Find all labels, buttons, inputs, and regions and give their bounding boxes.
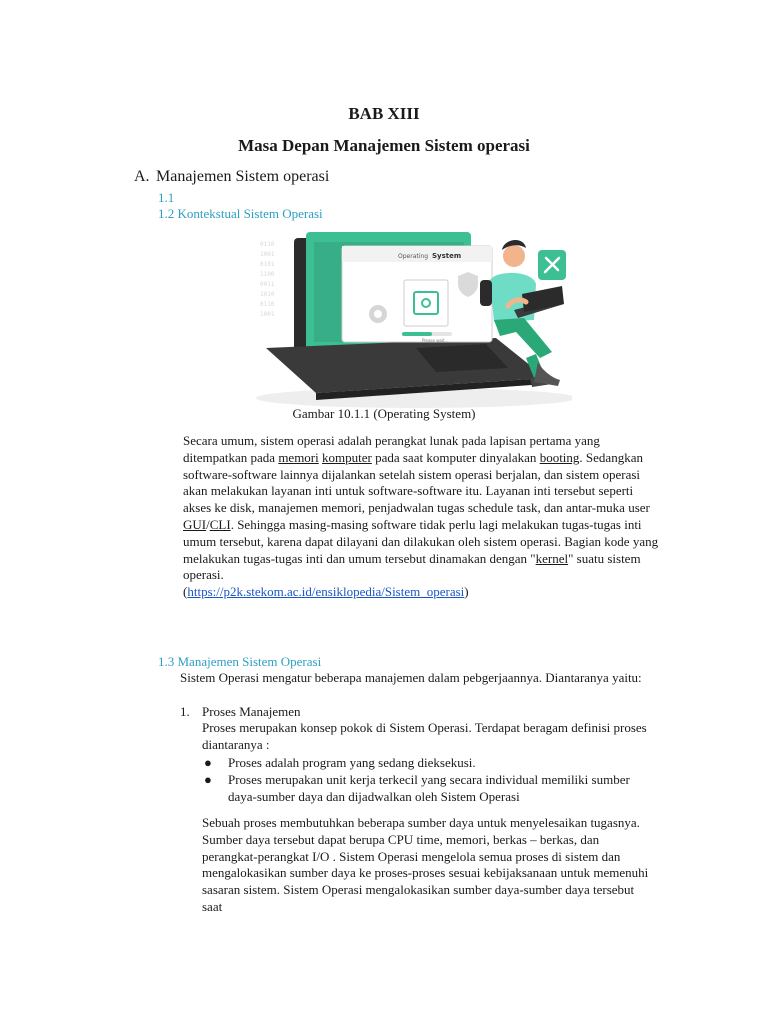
section-a-letter: A. <box>134 168 150 185</box>
para-text: . Sedangkan software-software lainnya dijalankan setelah sistem operasi berjalan, dan sistem operasi akan melakukan layanan inti untuk software-software itu. Layanan inti tersebut seperti akses ke disk, manajemen memori, penjadwalan tugas schedule task, dan antar-muka user <box>183 449 650 516</box>
svg-text:0110: 0110 <box>260 301 275 308</box>
link-kernel[interactable]: kernel <box>535 550 569 566</box>
para-text: " suatu sistem operasi. <box>183 550 641 583</box>
paragraph-resources: Sebuah proses membutuhkan beberapa sumber daya untuk menyelesaikan tugasnya. Sumber daya tersebut dapat berupa CPU time, memori, berkas – berkas, dan perangkat-perangkat I/O . Sistem Operasi mengelola semua proses di sistem dan mengalokasikan sumber daya ke proses-proses sesuai kebijaksanaan untuk memenuhi sasaran sistem. Sistem Operasi mengalokasikan sumber daya-sumber daya tersebut saat <box>202 815 649 914</box>
operating-system-illustration <box>246 228 572 408</box>
paragraph-os-definition <box>183 433 663 601</box>
para-text: Secara umum, sistem operasi adalah perangkat lunak pada lapisan pertama yang ditempatkan pada <box>183 433 600 465</box>
svg-text:0110: 0110 <box>260 241 275 248</box>
svg-text:1100: 1100 <box>260 271 275 278</box>
svg-text:0011: 0011 <box>260 281 275 288</box>
section-a-label: Manajemen Sistem operasi <box>156 168 330 185</box>
para-text: . Sehingga masing-masing software tidak perlu lagi melakukan tugas-tugas inti umum tersebut, karena dapat dilayani dan dilakukan oleh sistem operasi. Bagian kode yang melakukan tugas-tugas inti dan umum tersebut dinamakan dengan " <box>183 516 659 566</box>
svg-text:1001: 1001 <box>260 311 275 318</box>
chapter-heading: BAB XIII <box>348 104 420 123</box>
figure-caption: Gambar 10.1.1 (Operating System) <box>292 406 476 421</box>
link-gui[interactable]: GUI <box>183 516 207 532</box>
bullet-list <box>202 755 652 805</box>
chapter-title: Masa Depan Manajemen Sistem operasi <box>238 136 530 155</box>
svg-text:0101: 0101 <box>260 261 275 268</box>
bullet-text: Proses merupakan unit kerja terkecil yang secara individual memiliki sumber daya-sumber daya dan dijadwalkan oleh Sistem Operasi <box>228 771 630 804</box>
svg-text:1001: 1001 <box>260 251 275 258</box>
bullet-text: Proses adalah program yang sedang dieksekusi. <box>228 755 476 770</box>
toc-item-1-1[interactable]: 1.1 <box>158 190 175 205</box>
bullet-item <box>202 755 652 772</box>
loading-text: Please wait... <box>422 338 449 343</box>
para-text: ) <box>464 584 469 600</box>
section-1-3-heading[interactable]: 1.3 Manajemen Sistem Operasi <box>158 654 322 669</box>
link-booting[interactable]: booting <box>539 449 580 465</box>
list-number: 1. <box>180 704 190 719</box>
screen-title-bold: System <box>432 252 462 260</box>
list-item-label: Proses Manajemen <box>202 704 301 719</box>
toc-item-1-2[interactable]: 1.2 Kontekstual Sistem Operasi <box>158 206 323 221</box>
link-cli[interactable]: CLI <box>209 516 231 532</box>
link-komputer[interactable]: komputer <box>322 449 372 465</box>
source-url-link[interactable]: https://p2k.stekom.ac.id/ensiklopedia/Sistem_operasi <box>187 584 465 600</box>
bullet-icon: ● <box>204 771 212 787</box>
ordered-list-item-1 <box>180 704 301 720</box>
bullet-item <box>202 772 652 806</box>
section-a-heading <box>134 168 329 186</box>
svg-text:1010: 1010 <box>260 291 275 298</box>
list-item-body: Proses merupakan konsep pokok di Sistem Operasi. Terdapat beragam definisi proses diantaranya : <box>202 720 647 752</box>
para-text: pada saat komputer dinyalakan <box>371 449 540 465</box>
section-1-3-intro: Sistem Operasi mengatur beberapa manajemen dalam pebgerjaannya. Diantaranya yaitu: <box>180 670 642 685</box>
para-text: / <box>206 516 210 532</box>
para-text: ( <box>183 584 188 600</box>
screen-title-small: Operating <box>398 253 428 260</box>
link-memori[interactable]: memori <box>278 449 319 465</box>
bullet-icon: ● <box>204 755 212 770</box>
